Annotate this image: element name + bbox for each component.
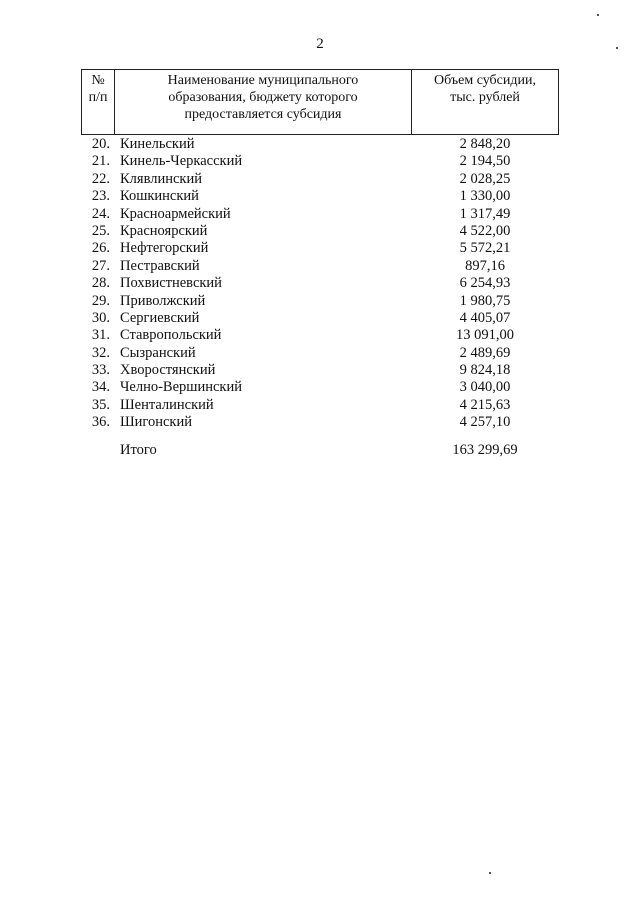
row-number: 29.: [91, 292, 110, 309]
scan-speck: [597, 14, 599, 16]
table-row: [81, 188, 559, 205]
header-number-line: №: [91, 73, 105, 88]
subsidy-amount: 1 980,75: [459, 292, 511, 309]
subsidy-amount: 897,16: [465, 257, 505, 274]
scan-speck: [616, 47, 618, 49]
table-row: [81, 258, 559, 275]
municipality-name: Нефтегорский: [120, 240, 209, 257]
row-number: 28.: [91, 275, 110, 292]
subsidy-amount: 2 028,25: [459, 170, 511, 187]
total-amount: 163 299,69: [452, 442, 518, 458]
municipality-name: Ставропольский: [120, 327, 222, 344]
row-number: 35.: [91, 396, 110, 413]
municipality-name: Сергиевский: [120, 309, 200, 326]
table-row: [81, 310, 559, 327]
municipality-name: Похвистневский: [120, 275, 222, 292]
municipality-name: Кинельский: [120, 136, 195, 152]
subsidy-amount: 3 040,00: [459, 379, 511, 396]
table-row: [81, 153, 559, 170]
row-number: 31.: [91, 327, 110, 344]
subsidy-amount: 1 317,49: [459, 205, 511, 222]
table-row: [81, 240, 559, 257]
subsidy-amount: 4 405,07: [459, 309, 511, 326]
row-number: 24.: [91, 205, 110, 222]
page-number: 2: [316, 36, 324, 52]
row-number: 25.: [91, 222, 110, 239]
municipality-name: Кошкинский: [120, 188, 199, 205]
subsidy-amount: 1 330,00: [459, 188, 511, 205]
table-row: [81, 414, 559, 431]
municipality-name: Красноярский: [120, 222, 208, 239]
table-row: [81, 345, 559, 362]
row-number: 32.: [91, 344, 110, 361]
municipality-name: Кинель-Черкасский: [120, 153, 243, 170]
header-name-line: образования, бюджету которого: [168, 90, 358, 105]
row-number: 27.: [91, 257, 110, 274]
subsidy-amount: 4 522,00: [459, 222, 511, 239]
table-row: [81, 206, 559, 223]
table-row: [81, 275, 559, 292]
header-name-line: предоставляется субсидия: [184, 107, 342, 122]
subsidy-amount: 2 848,20: [459, 136, 511, 152]
total-row: [81, 441, 559, 459]
subsidy-amount: 9 824,18: [459, 362, 511, 379]
header-amount-line: тыс. рублей: [450, 90, 520, 105]
municipality-name: Шенталинский: [120, 396, 214, 413]
table-row: [81, 362, 559, 379]
row-number: 21.: [91, 153, 110, 170]
table-row: [81, 397, 559, 414]
table-row: [81, 379, 559, 396]
header-number-column: [82, 70, 115, 134]
row-number: 34.: [91, 379, 110, 396]
subsidy-amount: 4 257,10: [459, 414, 511, 431]
municipality-name: Приволжский: [120, 292, 206, 309]
header-number-line: п/п: [88, 90, 108, 105]
subsidy-amount: 5 572,21: [459, 240, 511, 257]
subsidy-amount: 2 194,50: [459, 153, 511, 170]
subsidy-amount: 6 254,93: [459, 275, 511, 292]
header-name-column: [115, 70, 412, 134]
table-row: [81, 223, 559, 240]
header-name-line: Наименование муниципального: [167, 73, 359, 88]
row-number: 23.: [91, 188, 110, 205]
table-row: [81, 327, 559, 344]
municipality-name: Красноармейский: [120, 205, 231, 222]
header-amount-line: Объем субсидии,: [434, 73, 536, 88]
header-amount-column: [412, 70, 558, 134]
municipality-name: Шигонский: [120, 414, 192, 431]
municipality-name: Сызранский: [120, 344, 196, 361]
subsidy-amount: 2 489,69: [459, 344, 511, 361]
table-row: [81, 136, 559, 153]
table-body: [81, 136, 559, 432]
municipality-name: Челно-Вершинский: [120, 379, 242, 396]
subsidy-amount: 13 091,00: [456, 327, 514, 344]
row-number: 33.: [91, 362, 110, 379]
municipality-name: Хворостянский: [120, 362, 216, 379]
row-number: 22.: [91, 170, 110, 187]
municipality-name: Клявлинский: [120, 170, 202, 187]
row-number: 30.: [91, 309, 110, 326]
row-number: 20.: [91, 136, 110, 152]
table-row: [81, 171, 559, 188]
municipality-name: Пестравский: [120, 257, 200, 274]
table-row: [81, 293, 559, 310]
total-label: Итого: [120, 442, 157, 458]
row-number: 26.: [91, 240, 110, 257]
scan-speck: [489, 872, 491, 874]
subsidy-amount: 4 215,63: [459, 396, 511, 413]
table-header: [81, 69, 559, 135]
row-number: 36.: [91, 414, 110, 431]
